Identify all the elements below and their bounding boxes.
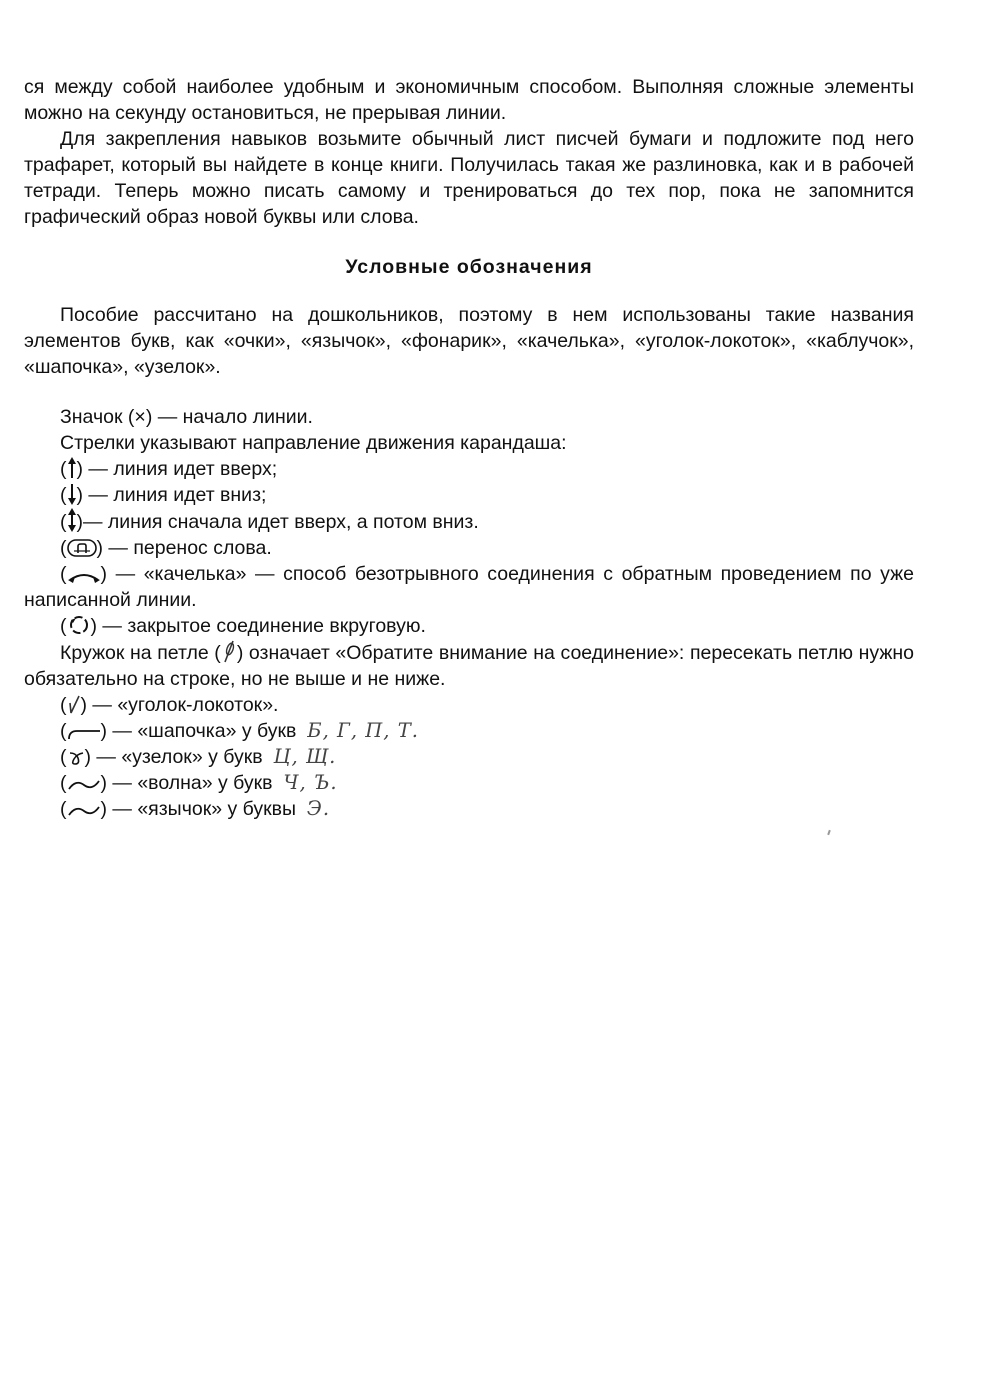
loop-circle-icon (221, 639, 237, 663)
tongue-letters: Э. (306, 797, 331, 820)
legend-closed: ( ) — закрытое соединение вкруговую. (60, 615, 426, 637)
arrow-up-down-icon (67, 508, 77, 532)
elbow-icon (67, 693, 81, 715)
word-transfer-icon (67, 538, 97, 558)
legend-updown: ( )— линия сначала идет вверх, а потом вниз. (24, 508, 914, 535)
intro-paragraph-2: Для закрепления навыков возьмите обычный лист писчей бумаги и подложите под него трафарет, который вы найдете в конце книги. Получилась такая же разлиновка, как и в рабочей тетради. Теперь можно писать самому и тренироваться до тех пор, пока не запомнится графический образ новой буквы или слова. (24, 128, 914, 228)
cross-symbol: × (134, 406, 146, 428)
cap-icon (67, 725, 101, 741)
knot-icon (67, 749, 85, 767)
swing-icon (67, 568, 101, 584)
arrow-up-icon (67, 457, 77, 479)
document-page (24, 74, 914, 822)
legend-transfer: ( ) — перенос слова. (60, 537, 272, 559)
legend-loop: Кружок на петле ( ) означает «Обратите внимание на соединение»: пересекать петлю нужно обязательно на строке, но не выше и не ниже. (24, 639, 914, 692)
tongue-icon (67, 803, 101, 819)
legend-knot: ( ) — «узелок» у букв Ц, Щ. (60, 745, 337, 768)
arrow-down-icon (67, 483, 77, 505)
legend-start-line: Значок (×) — начало линии. (60, 406, 313, 428)
legend-wave: ( ) — «волна» у букв Ч, Ъ. (60, 771, 338, 794)
legend-swing: ( ) — «качелька» — способ безотрывного соединения с обратным проведением по уже написанной линии. (24, 563, 914, 611)
cap-letters: Б, Г, П, Т. (307, 719, 419, 742)
legend-tongue: ( ) — «язычок» у буквы Э. (60, 797, 331, 820)
wave-icon (67, 777, 101, 793)
closed-circle-icon (67, 614, 91, 636)
knot-letters: Ц, Щ. (273, 745, 337, 768)
arrows-intro: Стрелки указывают направление движения карандаша: (60, 432, 567, 454)
legend-down: ( ) — линия идет вниз; (60, 484, 267, 506)
legend-up: ( ) — линия идет вверх; (60, 458, 278, 480)
legend-elbow: ( ) — «уголок-локоток». (60, 694, 279, 716)
intro-paragraph-1: ся между собой наиболее удобным и экономичным способом. Выполняя сложные элементы можно на секунду остановиться, не прерывая линии. (24, 76, 914, 124)
scan-speck (827, 830, 831, 835)
wave-letters: Ч, Ъ. (283, 771, 338, 794)
legend-cap: ( ) — «шапочка» у букв Б, Г, П, Т. (60, 719, 419, 742)
section-description: Пособие рассчитано на дошкольников, поэтому в нем использованы такие названия элементов букв, как «очки», «язычок», «фонарик», «качелька», «уголок-локоток», «каблучок», «шапочка», «узелок». (24, 304, 914, 378)
section-title: Условные обозначения (345, 256, 593, 278)
